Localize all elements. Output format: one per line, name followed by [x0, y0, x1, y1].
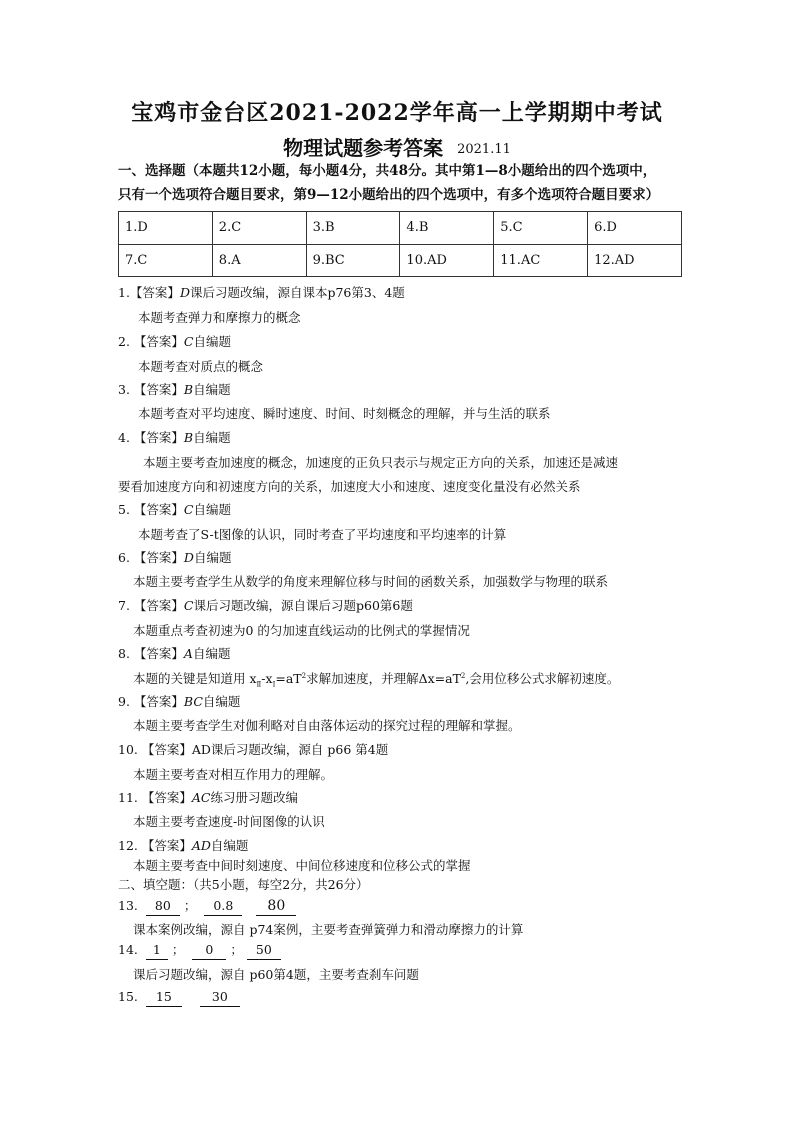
- f13-blank-2: 0.8: [204, 897, 242, 916]
- section1-intro-line2: 只有一个选项符合题目要求，第9—12小题给出的四个选项中，有多个选项符合题目要求）: [118, 187, 660, 203]
- q10-source: 课后习题改编，源自 p66 第4题: [210, 742, 389, 757]
- q9-answer: BC: [183, 694, 203, 709]
- q5-number: 5. 【答案】: [118, 502, 184, 517]
- f14-note: 课后习题改编，源自 p60第4题，主要考查刹车问题: [133, 967, 419, 982]
- q6-number: 6. 【答案】: [118, 550, 184, 565]
- q6-source: 自编题: [193, 550, 232, 565]
- q3-answer: B: [183, 382, 194, 397]
- q4-note-line1: 本题主要考查加速度的概念，加速度的正负只表示与规定正方向的关系，加速还是减速: [143, 455, 619, 470]
- f14-number: 14.: [118, 942, 138, 957]
- section1-intro-line1: 一、选择题（本题共12小题，每小题4分，共48分。其中第1—8小题给出的四个选项中，: [118, 163, 657, 179]
- q8-answer: A: [183, 646, 193, 661]
- f15-answer-line: [118, 988, 240, 1007]
- f14-answer-line: 14. 1 ； 0 ； 50: [118, 941, 281, 960]
- table-row: [119, 212, 682, 245]
- q11-answer: AC: [191, 790, 211, 805]
- q3-number: 3. 【答案】: [118, 382, 184, 397]
- q11-answer-line: [118, 789, 298, 807]
- q4-number: 4. 【答案】: [118, 430, 184, 445]
- q9-number: 9. 【答案】: [118, 694, 184, 709]
- q3-source: 自编题: [193, 382, 231, 397]
- q8-answer-line: [118, 645, 230, 663]
- section2-title: 二、填空题：（共5小题，每空2分，共26分）: [118, 877, 369, 892]
- q5-answer: C: [183, 502, 194, 517]
- q6-answer: D: [183, 550, 194, 565]
- answer-table: [118, 211, 682, 277]
- q11-note: 本题主要考查速度-时间图像的认识: [133, 814, 325, 829]
- q2-answer-line: [118, 333, 231, 351]
- table-row: [119, 244, 682, 277]
- q8-source: 自编题: [192, 646, 231, 661]
- q9-note: 本题主要考查学生对伽利略对自由落体运动的探究过程的理解和掌握。: [133, 718, 521, 733]
- q3-answer-line: [118, 381, 231, 399]
- table-cell: 8.A: [212, 244, 306, 277]
- q5-note: 本题考查了S-t图像的认识，同时考查了平均速度和平均速率的计算: [138, 527, 507, 542]
- q12-answer-line: [118, 837, 248, 855]
- table-cell: 11.AC: [494, 244, 588, 277]
- f14-blank-2: 0: [192, 941, 226, 960]
- q6-note: 本题主要考查学生从数学的角度来理解位移与时间的函数关系，加强数学与物理的联系: [133, 574, 609, 589]
- table-cell: 1.D: [119, 212, 213, 245]
- q2-answer: C: [183, 334, 194, 349]
- q5-source: 自编题: [193, 502, 231, 517]
- q7-answer-line: [118, 597, 413, 615]
- q1-number: 1.【答案】: [118, 285, 180, 300]
- q9-source: 自编题: [202, 694, 241, 709]
- q10-answer: AD: [191, 742, 211, 757]
- f15-blank-2: 30: [200, 988, 240, 1007]
- f15-blank-1: 15: [146, 988, 182, 1007]
- table-cell: 3.B: [306, 212, 400, 245]
- q4-note-line2: 要看加速度方向和初速度方向的关系，加速度大小和速度、速度变化量没有必然关系: [118, 479, 581, 494]
- q12-answer: AD: [191, 838, 211, 853]
- q6-answer-line: [118, 549, 231, 567]
- q7-note: 本题重点考查初速为0 的匀加速直线运动的比例式的掌握情况: [133, 623, 470, 638]
- q10-answer-line: [118, 741, 388, 759]
- q8-note: 本题的关键是知道用 $x_Ⅱ-x_Ⅰ=aT^2$求解加速度，并理解$\Delta x=aT^2$,会用位移公式求解初速度。: [133, 671, 620, 689]
- f13-blank-3: 80: [256, 897, 296, 916]
- table-cell: 6.D: [588, 212, 682, 245]
- table-cell: 5.C: [494, 212, 588, 245]
- f14-blank-1: 1: [146, 941, 168, 960]
- q12-number: 12. 【答案】: [118, 838, 192, 853]
- f13-note: 课本案例改编，源自 p74案例，主要考查弹簧弹力和滑动摩擦力的计算: [133, 922, 524, 937]
- table-cell: 4.B: [400, 212, 494, 245]
- q1-answer: D: [179, 285, 190, 300]
- f13-blank-1: 80: [146, 897, 180, 916]
- q7-source: 课后习题改编，源自课后习题p60第6题: [193, 598, 413, 613]
- q12-note: 本题主要考查中间时刻速度、中间位移速度和位移公式的掌握: [133, 858, 471, 873]
- f15-number: 15.: [118, 989, 138, 1004]
- f13-number: 13.: [118, 898, 138, 913]
- answer-title-text: 物理试题参考答案: [283, 136, 444, 160]
- f14-blank-3: 50: [247, 941, 281, 960]
- exam-title: 宝鸡市金台区2021-2022学年高一上学期期中考试: [131, 100, 663, 126]
- q8-number: 8. 【答案】: [118, 646, 184, 661]
- q3-note: 本题考查对平均速度、瞬时速度、时间、时刻概念的理解，并与生活的联系: [138, 406, 551, 421]
- q2-note: 本题考查对质点的概念: [138, 359, 264, 374]
- q7-answer: C: [183, 598, 194, 613]
- q4-answer: B: [183, 430, 194, 445]
- exam-date: 2021.11: [457, 142, 511, 157]
- q4-source: 自编题: [193, 430, 231, 445]
- table-cell: 12.AD: [588, 244, 682, 277]
- q7-number: 7. 【答案】: [118, 598, 184, 613]
- f13-answer-line: 13. 80 ； 0.8 80: [118, 897, 296, 916]
- q10-note: 本题主要考查对相互作用力的理解。: [133, 767, 334, 782]
- q5-answer-line: [118, 501, 231, 519]
- q1-note: 本题考查弹力和摩擦力的概念: [138, 310, 301, 325]
- q2-number: 2. 【答案】: [118, 334, 184, 349]
- table-cell: 7.C: [119, 244, 213, 277]
- q12-source: 自编题: [210, 838, 249, 853]
- q11-source: 练习册习题改编: [210, 790, 298, 805]
- q2-source: 自编题: [193, 334, 231, 349]
- table-cell: 9.BC: [306, 244, 400, 277]
- table-cell: 2.C: [212, 212, 306, 245]
- table-cell: 10.AD: [400, 244, 494, 277]
- q4-answer-line: [118, 429, 231, 447]
- q1-answer-line: [118, 284, 405, 302]
- q11-number: 11. 【答案】: [118, 790, 192, 805]
- answer-title: [0, 132, 794, 161]
- q9-answer-line: [118, 693, 240, 711]
- q10-number: 10. 【答案】: [118, 742, 192, 757]
- q1-source: 课后习题改编，源自课本p76第3、4题: [189, 285, 405, 300]
